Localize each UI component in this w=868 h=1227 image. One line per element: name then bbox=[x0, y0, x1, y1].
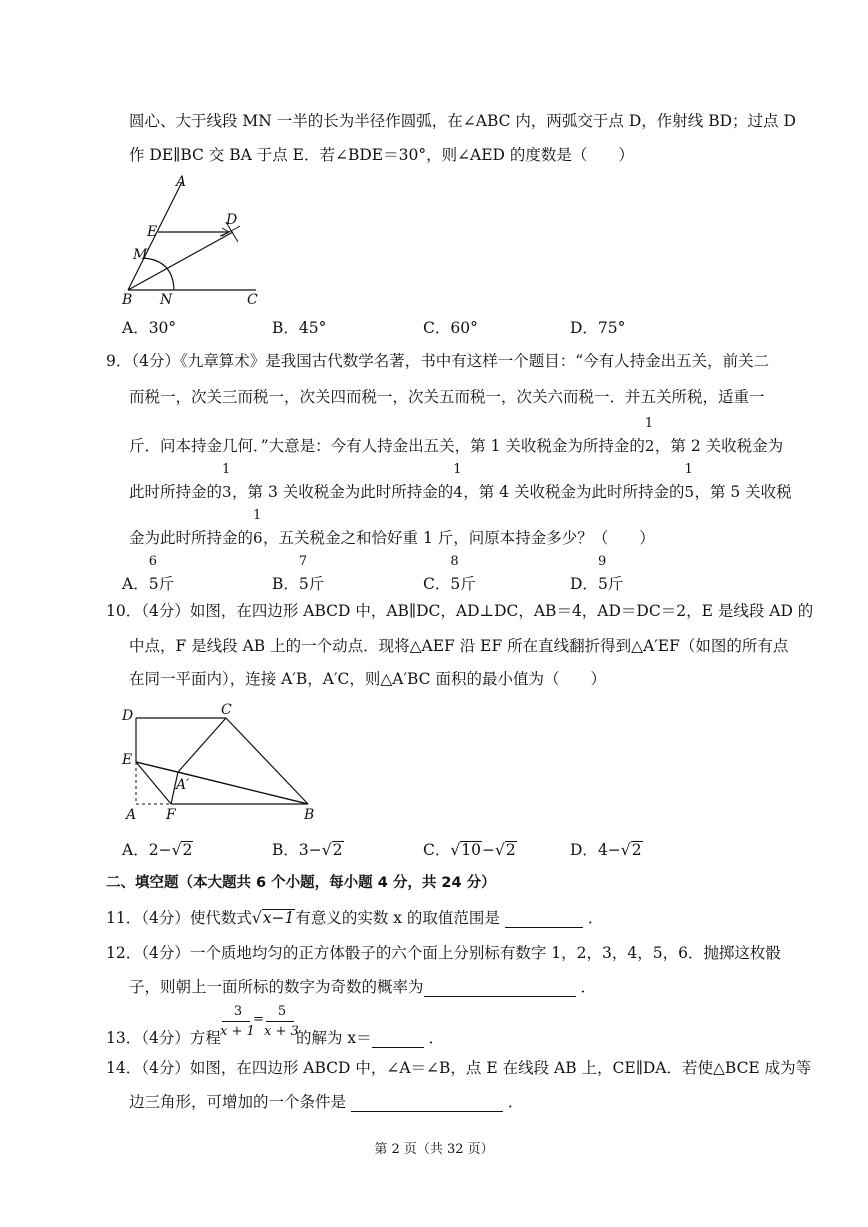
q8-line1: 圆心、大于线段 MN 一半的长为半径作圆弧，在∠ABC 内，两弧交于点 D，作射线 BD；过点 D bbox=[129, 112, 796, 130]
q14-line1: 14．（4分）如图，在四边形 ABCD 中，∠A＝∠B，点 E 在线段 AB 上，CE∥DA．若使△BCE 成为等 bbox=[106, 1059, 812, 1077]
q8-figure bbox=[118, 170, 268, 308]
q9-frac-sixth-den: 6 bbox=[253, 529, 263, 547]
q9-frac-quarter bbox=[453, 462, 463, 502]
q10-option-b: B．3−√2 bbox=[272, 841, 343, 859]
q9-option-c: C． 8 5斤 bbox=[423, 554, 476, 593]
q9-line5 bbox=[129, 508, 655, 548]
q12-line1: 12．（4分）一个质地均匀的正方体骰子的六个面上分别标有数字 1，2，3，4，5，6．抛掷这枚骰 bbox=[106, 944, 781, 962]
q9-frac-third bbox=[222, 462, 232, 502]
q8-label-D: D bbox=[226, 212, 238, 228]
q9-line4c: ，第 4 关收税金为此时所持金的 bbox=[463, 483, 685, 501]
q9-option-c-num: 8 bbox=[450, 554, 459, 569]
q9-line4 bbox=[129, 462, 792, 502]
q10-label-E: E bbox=[122, 752, 133, 768]
q10-option-c: C．√10−√2 bbox=[423, 841, 516, 859]
q10-option-a: A．2−√2 bbox=[122, 841, 193, 859]
section-2-heading: 二、填空题（本大题共 6 个小题，每小题 4 分，共 24 分） bbox=[106, 875, 496, 891]
q9-option-d-den: 5斤 bbox=[597, 575, 624, 593]
q9-line5b: ，五关税金之和恰好重 1 斤，问原本持金多少？（ ） bbox=[263, 529, 655, 547]
q9-line3 bbox=[129, 416, 784, 456]
q9-frac-quarter-num: 1 bbox=[453, 462, 462, 477]
q9-option-a-num: 6 bbox=[148, 554, 157, 569]
q13-answer-blank[interactable] bbox=[372, 1031, 424, 1048]
q9-frac-fifth-den: 5 bbox=[684, 483, 694, 501]
q12-answer-blank[interactable] bbox=[424, 980, 576, 997]
q12-line2: 子，则朝上一面所标的数字为奇数的概率为 ． bbox=[129, 978, 596, 996]
q8-option-a: A．30° bbox=[122, 319, 177, 337]
q9-frac-half-den: 2 bbox=[644, 437, 655, 455]
q9-line3a: 斤．问本持金几何．”大意是：今有人持金出五关，第 1 关收税金为所持金的 bbox=[129, 437, 645, 455]
q10-label-F: F bbox=[166, 807, 176, 823]
q13: 13．（4分）方程 bbox=[106, 1029, 221, 1047]
q8-line2: 作 DE∥BC 交 BA 于点 E．若∠BDE＝30°，则∠AED 的度数是（ ） bbox=[129, 146, 634, 164]
q13-frac2-bar bbox=[266, 1021, 294, 1022]
q8-label-E: E bbox=[147, 224, 158, 240]
q13-equals: = bbox=[253, 1012, 264, 1027]
q8-label-B: B bbox=[122, 292, 133, 308]
q13-tail: 的解为 x＝ ． bbox=[296, 1029, 445, 1047]
q9-option-b-den: 5斤 bbox=[298, 575, 325, 593]
q9-option-d-num: 9 bbox=[597, 554, 607, 569]
q9-frac-sixth bbox=[253, 508, 263, 548]
q9-line3b: ，第 2 关收税金为 bbox=[654, 437, 784, 455]
q9-option-a: A． 6 5斤 bbox=[122, 554, 175, 593]
q9-line4a: 此时所持金的 bbox=[129, 483, 223, 501]
page-footer: 第 2 页（共 32 页） bbox=[374, 1142, 494, 1157]
q8-option-d: D．75° bbox=[570, 319, 626, 337]
q9-frac-fifth bbox=[684, 462, 694, 502]
q9-option-d: D． 9 5斤 bbox=[570, 554, 624, 593]
q10-figure bbox=[118, 702, 328, 824]
q13-frac2-den: x + 3 bbox=[264, 1024, 299, 1039]
q9-frac-third-num: 1 bbox=[222, 462, 231, 477]
q13-frac2-num: 5 bbox=[277, 1004, 287, 1019]
q14-answer-blank[interactable] bbox=[351, 1095, 503, 1112]
q9-frac-half bbox=[644, 416, 655, 456]
q8-label-N: N bbox=[160, 292, 173, 308]
q9-frac-third-den: 3 bbox=[222, 483, 232, 501]
q8-option-b: B．45° bbox=[272, 319, 327, 337]
q8-label-A: A bbox=[176, 174, 187, 190]
q9-line4d: ，第 5 关收税 bbox=[694, 483, 792, 501]
q10-label-C: C bbox=[221, 702, 232, 718]
q9-line1: 9．（4分）《九章算术》是我国古代数学名著，书中有这样一个题目：“今有人持金出五关，前关二 bbox=[106, 352, 770, 370]
q9-line4b: ，第 3 关收税金为此时所持金的 bbox=[232, 483, 454, 501]
q9-option-b-num: 7 bbox=[298, 554, 308, 569]
q10-line2: 中点，F 是线段 AB 上的一个动点．现将△AEF 沿 EF 所在直线翻折得到△A′EF（如图的所有点 bbox=[129, 637, 789, 655]
q9-frac-quarter-den: 4 bbox=[453, 483, 463, 501]
q8-option-c: C．60° bbox=[423, 319, 478, 337]
q13-frac1-num: 3 bbox=[233, 1004, 243, 1019]
q11-radicand: x−1 bbox=[262, 909, 295, 927]
q10-label-A1: A′ bbox=[176, 777, 190, 793]
q10-option-d: D．4−√2 bbox=[570, 841, 642, 859]
q10-label-D: D bbox=[122, 708, 134, 724]
q9-option-c-den: 5斤 bbox=[450, 575, 476, 593]
q9-frac-fifth-num: 1 bbox=[684, 462, 693, 477]
q10-line3: 在同一平面内），连接 A′B，A′C，则△A′BC 面积的最小值为（ ） bbox=[129, 670, 606, 688]
q8-label-C: C bbox=[247, 292, 258, 308]
q11: 11．（4分）使代数式√x−1有意义的实数 x 的取值范围是 ． bbox=[106, 909, 604, 927]
q8-label-M: M bbox=[133, 247, 148, 263]
q14-line2: 边三角形，可增加的一个条件是 ． bbox=[129, 1093, 524, 1111]
q9-frac-sixth-num: 1 bbox=[253, 508, 262, 523]
q9-line5a: 金为此时所持金的 bbox=[129, 529, 254, 547]
q9-option-b: B． 7 5斤 bbox=[272, 554, 325, 593]
q9-line2: 而税一，次关三而税一，次关四而税一，次关五而税一，次关六而税一．并五关所税，适重一 bbox=[129, 388, 765, 406]
q13-frac1-den: x + 1 bbox=[220, 1024, 255, 1039]
q10-line1: 10．（4分）如图，在四边形 ABCD 中，AB∥DC，AD⊥DC，AB＝4，AD＝DC＝2，E 是线段 AD 的 bbox=[106, 602, 814, 620]
q13-frac1-bar bbox=[222, 1021, 250, 1022]
q10-label-B: B bbox=[304, 807, 315, 823]
q11-answer-blank[interactable] bbox=[505, 911, 583, 928]
q9-option-a-den: 5斤 bbox=[148, 575, 175, 593]
q11-text-b: 有意义的实数 x 的取值范围是 bbox=[295, 909, 500, 927]
q9-frac-half-num: 1 bbox=[644, 416, 654, 431]
q10-label-A: A bbox=[126, 807, 137, 823]
q11-text-a: 11．（4分）使代数式 bbox=[106, 909, 252, 927]
